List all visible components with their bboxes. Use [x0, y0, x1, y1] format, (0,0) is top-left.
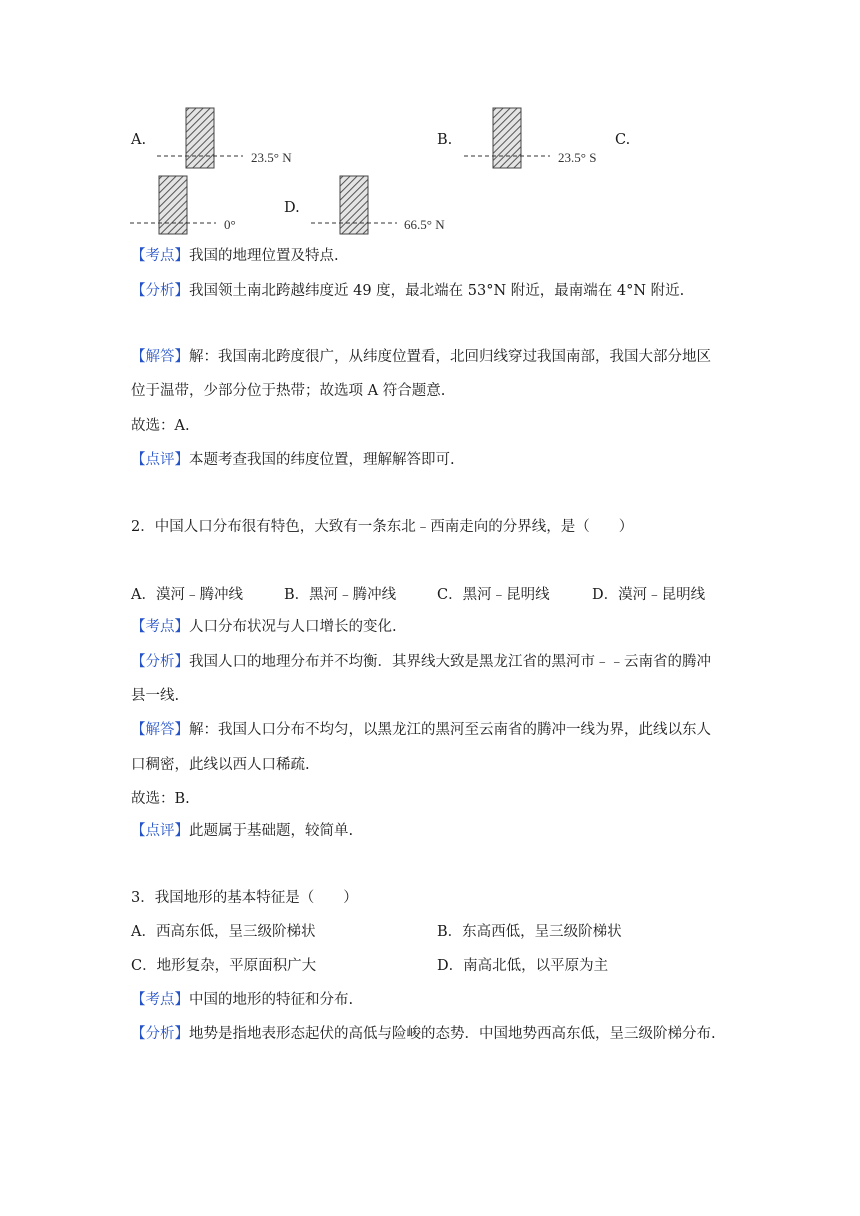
q3-option-c: C．地形复杂，平原面积广大: [131, 958, 317, 974]
q3-fenxi: [131, 1024, 716, 1044]
q1-fenxi-tag: 【分析】: [131, 283, 189, 299]
q2-answer: 故选：B.: [131, 791, 190, 807]
q3-stem: 3．我国地形的基本特征是（ ）: [131, 890, 358, 906]
q1-option-a-label: A.: [131, 132, 147, 148]
q2-jieda: [131, 720, 711, 740]
q1-option-a-figure: [155, 106, 305, 170]
q1-dianping: [131, 450, 455, 470]
q2-jieda-line1: 解：我国人口分布不均匀，以黑龙江的黑河至云南省的腾冲一线为界，此线以东人: [189, 722, 711, 738]
q3-kaodian-tag: 【考点】: [131, 992, 189, 1008]
q1-option-b-label: B.: [437, 132, 453, 148]
q3-fenxi-tag: 【分析】: [131, 1026, 189, 1042]
q1-option-d-figure: [309, 174, 459, 236]
q2-kaodian-text: 人口分布状况与人口增长的变化.: [189, 619, 397, 635]
q1-jieda-line1: 解：我国南北跨度很广，从纬度位置看，北回归线穿过我国南部，我国大部分地区: [189, 349, 711, 365]
q1-dianping-tag: 【点评】: [131, 452, 189, 468]
q2-dianping-tag: 【点评】: [131, 823, 189, 839]
q1-option-b-lat: 23.5° S: [558, 150, 597, 165]
q1-kaodian: [131, 246, 339, 266]
q1-option-c-lat: 0°: [224, 217, 236, 232]
q1-fenxi: [131, 281, 684, 301]
q3-option-d: D．南高北低，以平原为主: [437, 958, 609, 974]
q1-jieda-line2: 位于温带，少部分位于热带；故选项 A 符合题意.: [131, 383, 446, 399]
q2-option-b: B．黑河﹣腾冲线: [284, 587, 397, 603]
q3-fenxi-text: 地势是指地表形态起伏的高低与险峻的态势．中国地势西高东低，呈三级阶梯分布.: [189, 1026, 716, 1042]
q2-fenxi-line2: 县一线.: [131, 688, 180, 704]
q2-jieda-line2: 口稠密，此线以西人口稀疏.: [131, 757, 310, 773]
q1-kaodian-tag: 【考点】: [131, 248, 189, 264]
q1-option-d-label: D.: [284, 200, 300, 216]
q3-kaodian-text: 中国的地形的特征和分布.: [189, 992, 354, 1008]
q1-kaodian-text: 我国的地理位置及特点.: [189, 248, 339, 264]
q2-fenxi-tag: 【分析】: [131, 654, 189, 670]
q2-kaodian-tag: 【考点】: [131, 619, 189, 635]
q2-option-c: C．黑河﹣昆明线: [437, 587, 550, 603]
q3-kaodian: [131, 990, 353, 1010]
q2-fenxi-line1: 我国人口的地理分布并不均衡．其界线大致是黑龙江省的黑河市﹣﹣云南省的腾冲: [189, 654, 711, 670]
q1-option-b-figure: [462, 106, 612, 170]
q1-option-c-label: C.: [615, 132, 631, 148]
q2-dianping-text: 此题属于基础题，较简单.: [189, 823, 354, 839]
q3-option-a: A．西高东低，呈三级阶梯状: [131, 924, 316, 940]
q1-jieda: [131, 347, 711, 367]
q1-answer: 故选：A.: [131, 418, 190, 434]
q2-jieda-tag: 【解答】: [131, 722, 189, 738]
q3-option-b: B．东高西低，呈三级阶梯状: [437, 924, 622, 940]
q2-fenxi: [131, 652, 711, 672]
q1-option-a-lat: 23.5° N: [251, 150, 292, 165]
q2-stem: 2．中国人口分布很有特色，大致有一条东北﹣西南走向的分界线，是（ ）: [131, 519, 634, 535]
q2-option-a: A．漠河﹣腾冲线: [131, 587, 243, 603]
q1-option-c-figure: [128, 174, 248, 236]
q2-dianping: [131, 821, 353, 841]
q2-option-d: D．漠河﹣昆明线: [592, 587, 706, 603]
q1-fenxi-text: 我国领土南北跨越纬度近 49 度，最北端在 53°N 附近，最南端在 4°N 附近.: [189, 283, 685, 299]
q2-kaodian: [131, 617, 397, 637]
q1-jieda-tag: 【解答】: [131, 349, 189, 365]
q1-option-d-lat: 66.5° N: [404, 217, 445, 232]
q1-dianping-text: 本题考查我国的纬度位置，理解解答即可.: [189, 452, 455, 468]
